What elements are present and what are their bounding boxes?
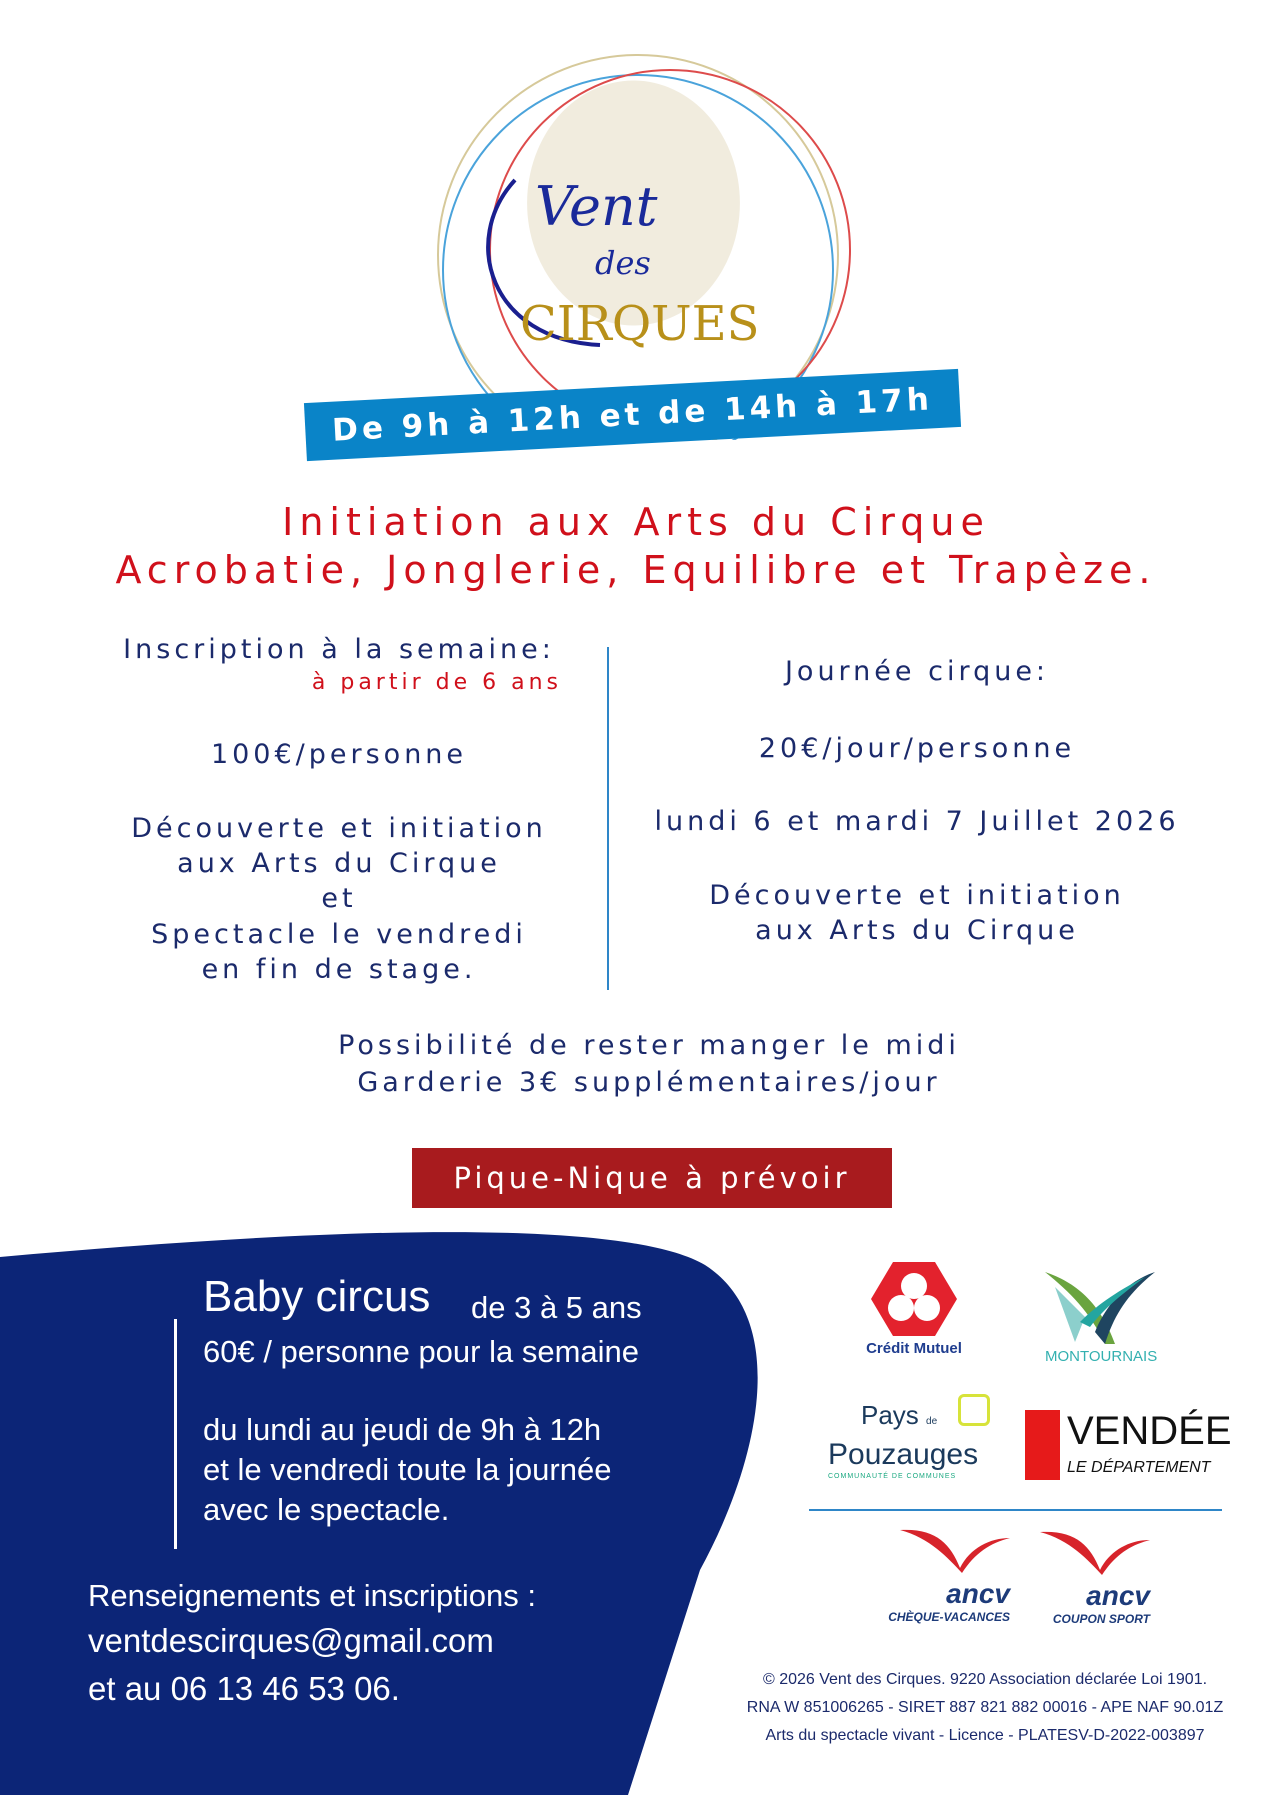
ancv-name: ancv — [946, 1578, 1010, 1609]
contact-email[interactable]: ventdescirques@gmail.com — [88, 1622, 494, 1659]
footer-line-3: Arts du spectacle vivant - Licence - PLATESV-D-2022-003897 — [765, 1727, 1205, 1744]
vendee-name: VENDÉE — [1067, 1409, 1232, 1453]
contact-phone: et au 06 13 46 53 06. — [88, 1670, 400, 1707]
communaute-label: COMMUNAUTÉ DE COMMUNES — [828, 1473, 957, 1480]
ancv-coupon-label: COUPON SPORT — [1052, 1612, 1150, 1626]
baby-schedule-1: du lundi au jeudi de 9h à 12h — [203, 1412, 602, 1447]
ancv-name: ancv — [1086, 1580, 1150, 1611]
footer-line-1: © 2026 Vent des Cirques. 9220 Association déclarée Loi 1901. — [762, 1671, 1208, 1688]
week-price: 100€/personne — [210, 739, 468, 770]
vendee-heart-icon — [1025, 1410, 1060, 1480]
ancv-coupon-sport-logo — [1010, 1530, 1150, 1627]
day-desc-2: aux Arts du Cirque — [755, 915, 1079, 946]
credit-mutuel-icon — [871, 1262, 957, 1336]
ancv-cheque-vacances-logo — [870, 1528, 1010, 1625]
daycare-note: Garderie 3€ supplémentaires/jour — [357, 1067, 941, 1098]
title-line-2: Acrobatie, Jonglerie, Equilibre et Trapèze. — [115, 548, 1157, 592]
montournais-logo — [1045, 1272, 1158, 1365]
pays-word: Pays — [861, 1400, 919, 1430]
montournais-icon — [1045, 1272, 1155, 1344]
week-desc-4: Spectacle le vendredi — [151, 919, 527, 950]
day-price: 20€/jour/personne — [758, 733, 1076, 764]
lunch-note: Possibilité de rester manger le midi — [338, 1030, 960, 1061]
week-desc-2: aux Arts du Cirque — [177, 848, 501, 879]
age-note: à partir de 6 ans — [311, 670, 562, 695]
credit-mutuel-name: Crédit Mutuel — [866, 1340, 962, 1357]
week-desc-1: Découverte et initiation — [131, 813, 547, 844]
logo-vent: Vent — [535, 175, 658, 238]
baby-divider — [174, 1319, 177, 1549]
footer-line-2: RNA W 851006265 - SIRET 887 821 882 00016 - APE NAF 90.01Z — [746, 1699, 1224, 1716]
week-heading: Inscription à la semaine: — [123, 634, 555, 665]
vendee-subtitle: LE DÉPARTEMENT — [1067, 1459, 1211, 1476]
sponsors-divider — [809, 1509, 1222, 1511]
montournais-name: MONTOURNAIS — [1045, 1348, 1158, 1365]
seagull-icon — [900, 1528, 1010, 1573]
credit-mutuel-logo — [864, 1262, 964, 1357]
baby-price: 60€ / personne pour la semaine — [203, 1334, 640, 1369]
logo-des: des — [595, 244, 651, 282]
baby-age: de 3 à 5 ans — [471, 1290, 642, 1325]
ancv-cheque-label: CHÈQUE-VACANCES — [888, 1610, 1010, 1624]
picnic-label: Pique-Nique à prévoir — [412, 1148, 892, 1208]
day-dates: lundi 6 et mardi 7 Juillet 2026 — [654, 806, 1180, 837]
baby-schedule-3: avec le spectacle. — [203, 1492, 450, 1527]
title-line-1: Initiation aux Arts du Cirque — [282, 500, 990, 544]
hours-text: De 9h à 12h et de 14h à 17h — [331, 381, 934, 449]
pouzauges-shape-icon — [958, 1394, 990, 1426]
de-word: de — [926, 1416, 938, 1427]
seagull-icon — [1040, 1530, 1150, 1575]
week-desc-3: et — [321, 883, 357, 914]
pouzauges-word: Pouzauges — [828, 1438, 979, 1471]
baby-circus-title: Baby circus — [203, 1272, 431, 1321]
vendee-logo — [1025, 1409, 1232, 1482]
day-desc-1: Découverte et initiation — [709, 880, 1125, 911]
week-desc-5: en fin de stage. — [201, 954, 477, 985]
baby-schedule-2: et le vendredi toute la journée — [203, 1452, 612, 1487]
pays-de-pouzauges-logo — [828, 1400, 998, 1482]
logo-cirques: CIRQUES — [520, 296, 760, 352]
contact-label: Renseignements et inscriptions : — [88, 1578, 537, 1613]
day-heading: Journée cirque: — [784, 656, 1050, 687]
